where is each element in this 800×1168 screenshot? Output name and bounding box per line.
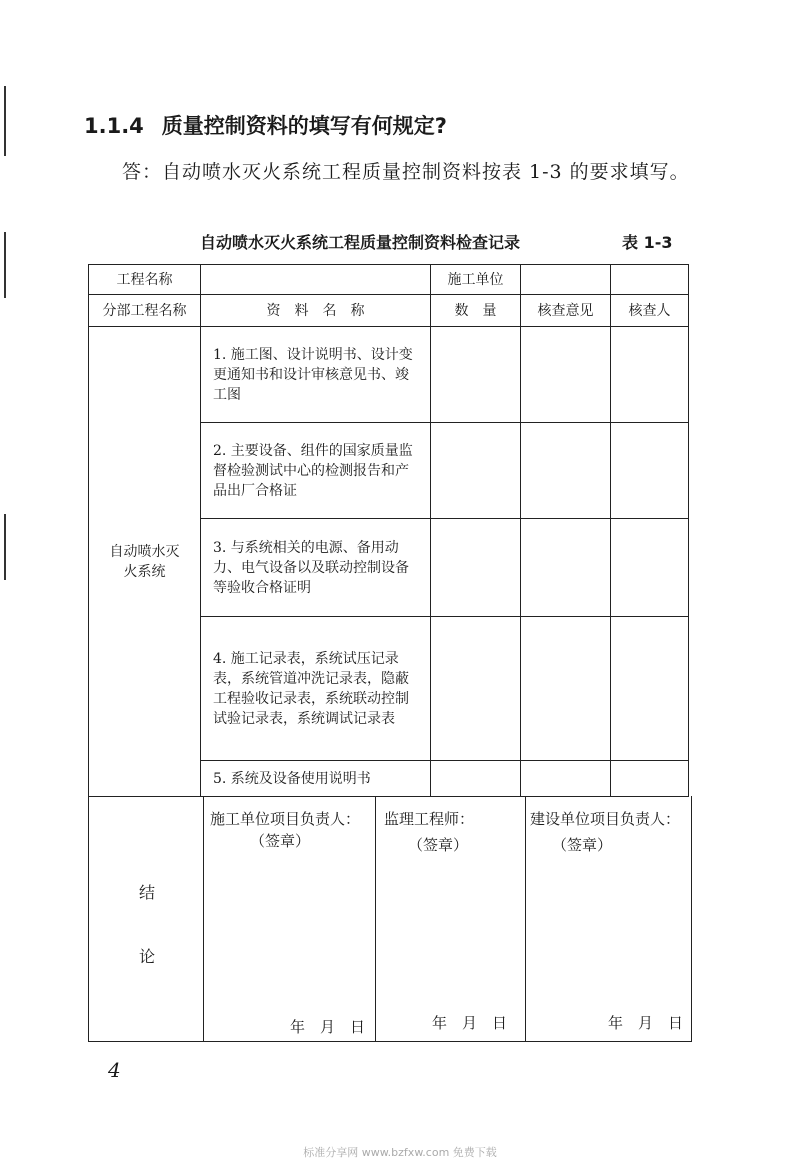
document-item-4: 4. 施工记录表，系统试压记录表，系统管道冲洗记录表，隐蔽工程验收记录表，系统联动控制试验记录表，系统调试记录表 xyxy=(201,617,431,761)
checker-cell-5[interactable] xyxy=(611,761,689,797)
signer-seal: （签章） xyxy=(250,832,311,850)
signer-seal: （签章） xyxy=(552,836,613,854)
quantity-cell-1[interactable] xyxy=(431,327,521,423)
opinion-cell-4[interactable] xyxy=(521,617,611,761)
signer-label: 监理工程师： xyxy=(384,810,475,828)
table-caption: 自动喷水灭火系统工程质量控制资料检查记录 xyxy=(200,233,521,252)
signer-date: 年 月 日 xyxy=(290,1018,366,1036)
contractor-signature-block[interactable] xyxy=(203,796,375,1041)
quantity-cell-4[interactable] xyxy=(431,617,521,761)
opinion-cell-3[interactable] xyxy=(521,519,611,617)
section-number: 1.1.4 xyxy=(84,114,144,138)
conclusion-section xyxy=(88,796,692,1042)
document-item-1: 1. 施工图、设计说明书、设计变更通知书和设计审核意见书、竣工图 xyxy=(201,327,431,423)
project-name-label: 工程名称 xyxy=(89,265,201,295)
table-number: 表 1-3 xyxy=(622,233,673,252)
signer-label: 建设单位项目负责人： xyxy=(530,810,681,828)
conclusion-char-2: 论 xyxy=(139,947,156,966)
opinion-cell-5[interactable] xyxy=(521,761,611,797)
quantity-cell-5[interactable] xyxy=(431,761,521,797)
footer-watermark: 标准分享网 www.bzfxw.com 免费下载 xyxy=(303,1146,497,1159)
answer-paragraph: 答：自动喷水灭火系统工程质量控制资料按表 1-3 的要求填写。 xyxy=(122,161,690,183)
supervisor-signature-block[interactable] xyxy=(375,796,525,1041)
contractor-value[interactable] xyxy=(521,265,611,295)
opinion-cell-1[interactable] xyxy=(521,327,611,423)
checker-cell-3[interactable] xyxy=(611,519,689,617)
header-quantity: 数 量 xyxy=(431,295,521,327)
margin-mark xyxy=(4,86,6,156)
document-item-3: 3. 与系统相关的电源、备用动力、电气设备以及联动控制设备等验收合格证明 xyxy=(201,519,431,617)
section-heading xyxy=(84,110,447,140)
header-opinion: 核查意见 xyxy=(521,295,611,327)
opinion-cell-2[interactable] xyxy=(521,423,611,519)
checker-cell-2[interactable] xyxy=(611,423,689,519)
table-row xyxy=(89,265,689,295)
signer-date: 年 月 日 xyxy=(608,1014,684,1032)
document-item-2: 2. 主要设备、组件的国家质量监督检验测试中心的检测报告和产品出厂合格证 xyxy=(201,423,431,519)
document-item-5: 5. 系统及设备使用说明书 xyxy=(201,761,431,797)
signer-seal: （签章） xyxy=(408,836,469,854)
sub-project-name-text: 自动喷水灭火系统 xyxy=(109,543,180,580)
signer-date: 年 月 日 xyxy=(432,1014,508,1032)
table-header-row xyxy=(89,295,689,327)
quantity-cell-3[interactable] xyxy=(431,519,521,617)
owner-signature-block[interactable] xyxy=(525,796,691,1041)
conclusion-char-1: 结 xyxy=(139,883,156,902)
quality-record-table xyxy=(88,264,689,797)
signer-label: 施工单位项目负责人： xyxy=(210,810,361,828)
margin-mark xyxy=(4,514,6,580)
section-title: 质量控制资料的填写有何规定? xyxy=(161,114,447,138)
sub-project-name xyxy=(89,327,201,797)
page-number: 4 xyxy=(108,1058,121,1082)
contractor-value-extra[interactable] xyxy=(611,265,689,295)
checker-cell-4[interactable] xyxy=(611,617,689,761)
header-sub-project: 分部工程名称 xyxy=(89,295,201,327)
quantity-cell-2[interactable] xyxy=(431,423,521,519)
header-checker: 核查人 xyxy=(611,295,689,327)
margin-mark xyxy=(4,232,6,298)
table-row xyxy=(89,327,689,423)
header-document-name: 资 料 名 称 xyxy=(201,295,431,327)
project-name-value[interactable] xyxy=(201,265,431,295)
checker-cell-1[interactable] xyxy=(611,327,689,423)
contractor-label: 施工单位 xyxy=(431,265,521,295)
